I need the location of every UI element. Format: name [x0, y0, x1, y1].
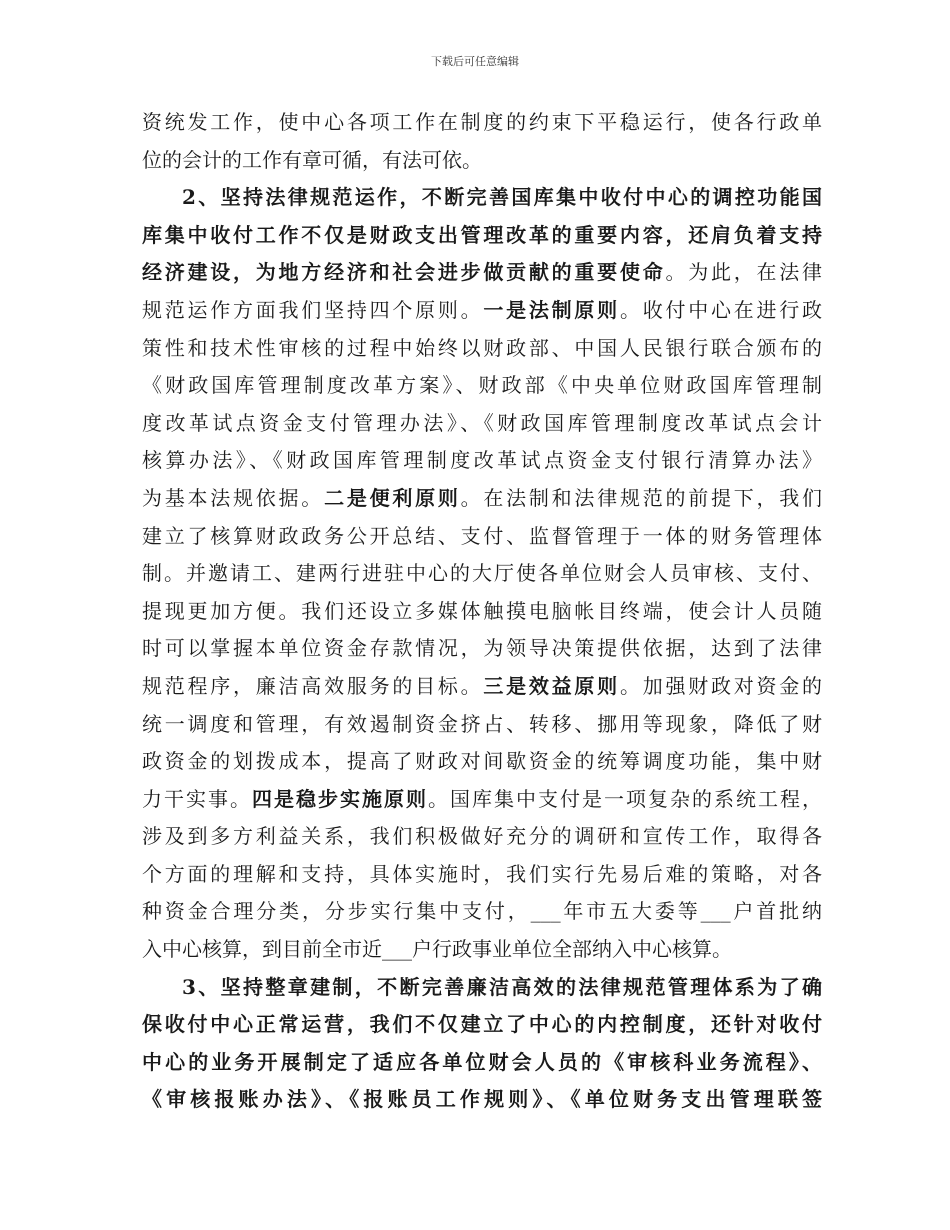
text-line [142, 518, 822, 556]
text-line [142, 630, 822, 668]
text-run: 统一调度和管理，有效遏制资金挤占、转移、挪用等现象，降低了财 [142, 711, 822, 736]
bold-text: 四是稳步实施原则 [252, 786, 428, 811]
text-run: 涉及到多方利益关系，我们积极做好充分的调研和宣传工作，取得各 [142, 824, 822, 849]
bold-text: 三是效益原则 [483, 673, 620, 698]
text-line [142, 1081, 822, 1119]
text-line [142, 555, 822, 593]
text-run: 提现更加方便。我们还设立多媒体触摸电脑帐目终端，使会计人员随 [142, 598, 822, 623]
bold-text: 二是便利原则 [324, 485, 461, 510]
text-line [142, 405, 822, 443]
bold-text: 经济建设，为地方经济和社会进步做贡献的重要使命 [142, 260, 666, 285]
bold-text: 保收付中心正常运营，我们不仅建立了中心的内控制度，还针对收付 [142, 1012, 822, 1037]
text-line [142, 330, 822, 368]
text-line [142, 1006, 822, 1044]
page-header: 下载后可任意编辑 [431, 55, 519, 68]
text-line [142, 668, 822, 706]
text-line [142, 442, 822, 480]
text-run: 个方面的理解和支持，具体实施时，我们实行先易后难的策略，对各 [142, 861, 822, 886]
text-line [142, 480, 822, 518]
text-run: 制。并邀请工、建两行进驻中心的大厅使各单位财会人员审核、支付、 [142, 561, 822, 586]
text-run: 。国库集中支付是一项复杂的系统工程， [428, 786, 822, 811]
text-run: 位的会计的工作有章可循，有法可依。 [142, 147, 482, 172]
text-line [142, 931, 822, 969]
text-run: 规范程序，廉洁高效服务的目标。 [142, 673, 484, 698]
text-run: 《财政国库管理制度改革方案》、财政部《中央单位财政国库管理制 [142, 373, 822, 398]
text-run: 。收付中心在进行政 [619, 297, 822, 322]
text-run: 。为此，在法律 [665, 260, 822, 285]
text-run: 资统发工作，使中心各项工作在制度的约束下平稳运行，使各行政单 [142, 110, 822, 134]
bold-text: 2、坚持法律规范运作，不断完善国库集中收付中心的调控功能国 [182, 185, 822, 210]
text-run: 。在法制和法律规范的前提下，我们 [460, 485, 822, 510]
text-run: 策性和技术性审核的过程中始终以财政部、中国人民银行联合颁布的 [142, 335, 822, 360]
text-line [142, 104, 822, 142]
text-line [142, 969, 822, 1007]
text-line [142, 781, 822, 819]
bold-text: 3、坚持整章建制，不断完善廉洁高效的法律规范管理体系为了确 [182, 974, 822, 999]
text-run: 政资金的划拨成本，提高了财政对间歇资金的统筹调度功能，集中财 [142, 749, 822, 774]
text-line [142, 706, 822, 744]
text-line [142, 367, 822, 405]
text-line [142, 856, 822, 894]
text-line [142, 1044, 822, 1082]
text-line [142, 818, 822, 856]
text-line [142, 292, 822, 330]
text-line [142, 893, 822, 931]
text-run: 入中心核算，到目前全市近___户行政事业单位全部纳入中心核算。 [142, 937, 732, 962]
text-run: 度改革试点资金支付管理办法》、《财政国库管理制度改革试点会计 [142, 410, 822, 435]
body-text [142, 104, 822, 1119]
text-line [142, 743, 822, 781]
text-line [142, 217, 822, 255]
text-run: 建立了核算财政政务公开总结、支付、监督管理于一体的财务管理体 [142, 523, 822, 548]
bold-text: 中心的业务开展制定了适应各单位财会人员的《审核科业务流程》、 [142, 1049, 822, 1074]
text-run: 力干实事。 [142, 786, 252, 811]
text-run: 为基本法规依据。 [142, 485, 325, 510]
text-line [142, 142, 822, 180]
text-run: 核算办法》、《财政国库管理制度改革试点资金支付银行清算办法》 [142, 448, 822, 473]
text-line [142, 254, 822, 292]
bold-text: 一是法制原则 [483, 297, 620, 322]
text-run: 时可以掌握本单位资金存款情况，为领导决策提供依据，达到了法律 [142, 636, 822, 661]
text-line [142, 179, 822, 217]
bold-text: 《审核报账办法》、《报账员工作规则》、《单位财务支出管理联签 [142, 1087, 822, 1112]
text-line [142, 593, 822, 631]
text-run: 。加强财政对资金的 [619, 673, 822, 698]
bold-text: 库集中收付工作不仅是财政支出管理改革的重要内容，还肩负着支持 [142, 222, 822, 247]
text-run: 种资金合理分类，分步实行集中支付，___年市五大委等___户首批纳 [142, 899, 822, 924]
text-run: 规范运作方面我们坚持四个原则。 [142, 297, 484, 322]
